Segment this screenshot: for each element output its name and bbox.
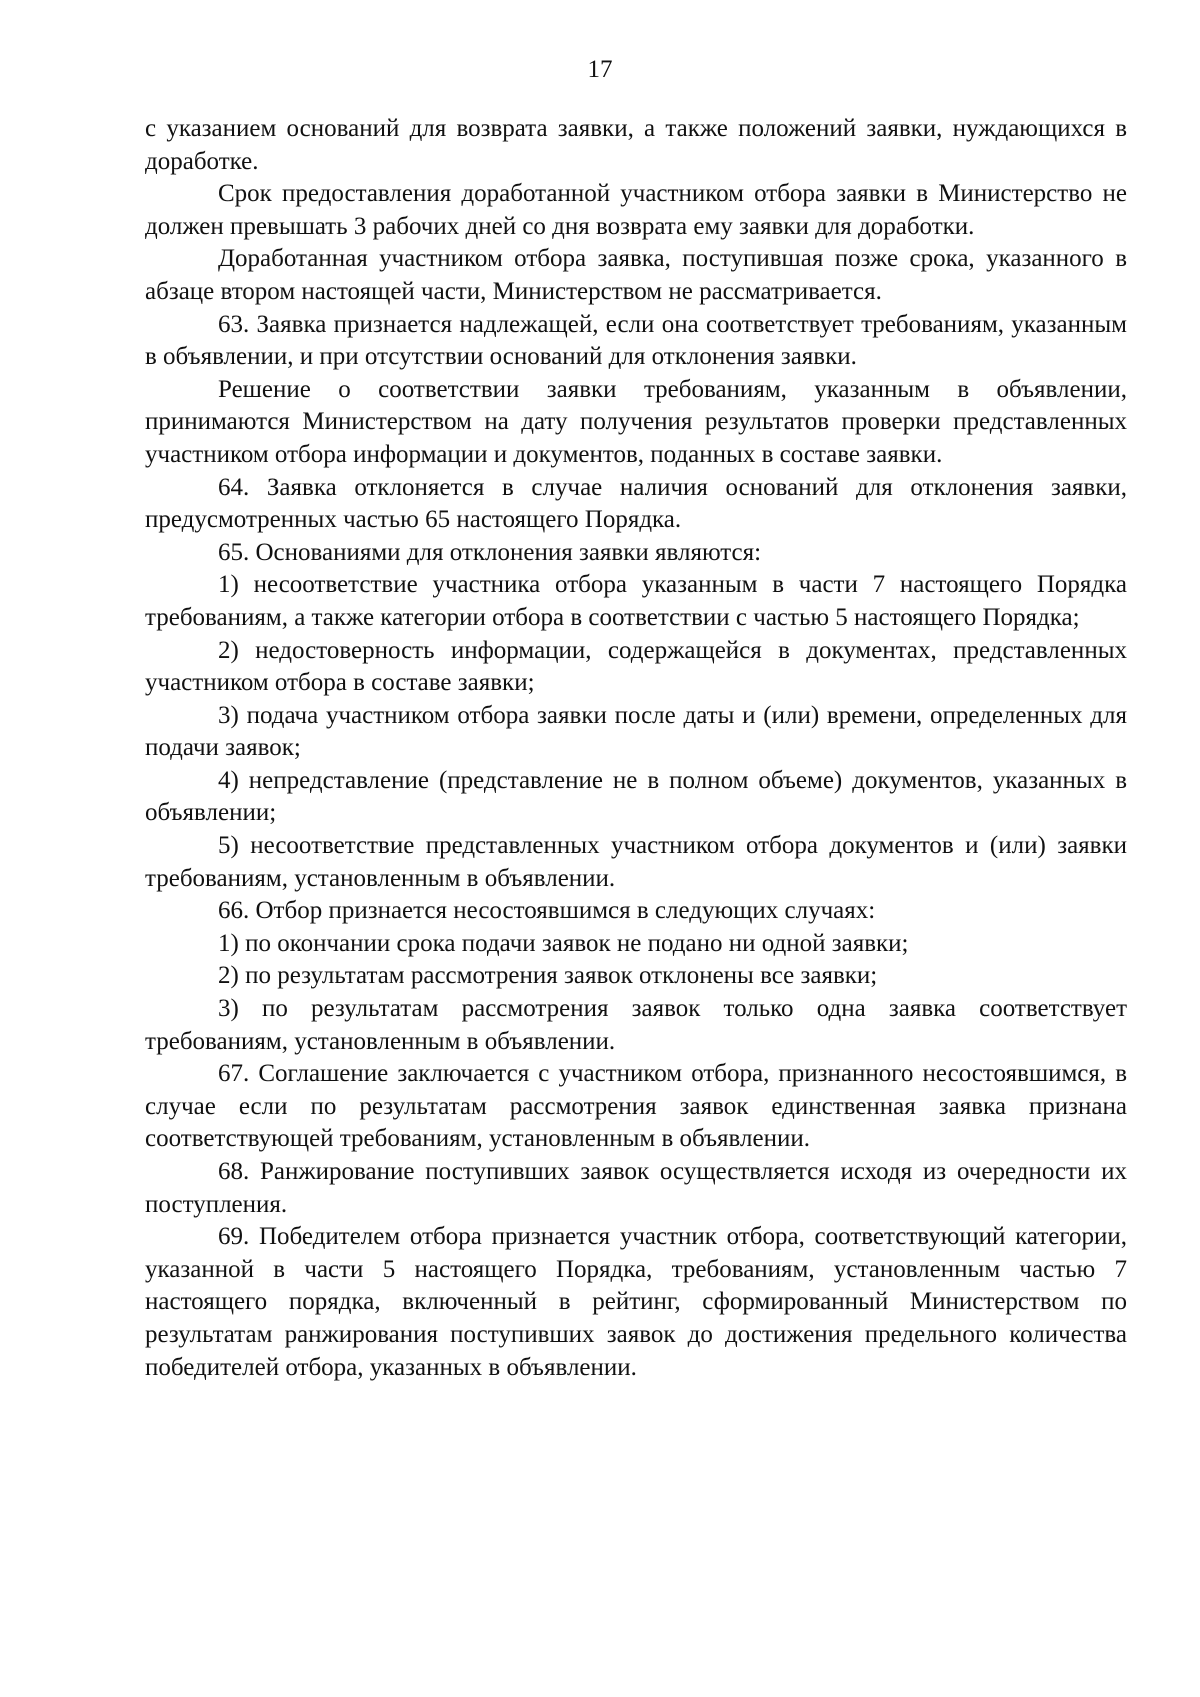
list-item: 2) недостоверность информации, содержащейся в документах, представленных участником отбора в составе заявки; xyxy=(145,636,1127,697)
paragraph: 64. Заявка отклоняется в случае наличия оснований для отклонения заявки, предусмотренных частью 65 настоящего Порядка. xyxy=(145,473,1127,534)
paragraph: 68. Ранжирование поступивших заявок осуществляется исходя из очередности их поступления. xyxy=(145,1158,1127,1218)
list-item: 1) по окончании срока подачи заявок не подано ни одной заявки; xyxy=(218,929,909,957)
list-item: 3) подача участником отбора заявки после даты и (или) времени, определенных для подачи заявок; xyxy=(145,701,1127,762)
paragraph: Доработанная участником отбора заявка, поступившая позже срока, указанного в абзаце втором настоящей части, Министерством не рассматривается. xyxy=(145,245,1127,305)
list-item: 4) непредставление (представление не в полном объеме) документов, указанных в объявлении; xyxy=(145,766,1127,827)
paragraph: 69. Победителем отбора признается участник отбора, соответствующий категории, указанной в части 5 настоящего Порядка, требованиям, установленным частью 7 настоящего порядка, включенный в рейтинг, сформированный Министерством по результатам ранжирования поступивших заявок до достижения предельного количества победителей отбора, указанных в объявлении. xyxy=(145,1223,1127,1381)
list-item: 1) несоответствие участника отбора указанным в части 7 настоящего Порядка требованиям, а также категории отбора в соответствии с частью 5 настоящего Порядка; xyxy=(145,571,1127,631)
page-number: 17 xyxy=(587,56,613,83)
paragraph: 66. Отбор признается несостоявшимся в следующих случаях: xyxy=(218,897,876,925)
list-item: 2) по результатам рассмотрения заявок отклонены все заявки; xyxy=(218,962,878,990)
paragraph: Решение о соответствии заявки требованиям, указанным в объявлении, принимаются Министерством на дату получения результатов проверки представленных участником отбора информации и документов, поданных в составе заявки. xyxy=(145,375,1127,468)
paragraph: 65. Основаниями для отклонения заявки являются: xyxy=(218,538,762,566)
paragraph: Срок предоставления доработанной участником отбора заявки в Министерство не должен превышать 3 рабочих дней со дня возврата ему заявки для доработки. xyxy=(145,180,1127,240)
list-item: 3) по результатам рассмотрения заявок только одна заявка соответствует требованиям, установленным в объявлении. xyxy=(145,995,1127,1055)
paragraph: 63. Заявка признается надлежащей, если она соответствует требованиям, указанным в объявлении, и при отсутствии оснований для отклонения заявки. xyxy=(145,310,1127,371)
paragraph: 67. Соглашение заключается с участником отбора, признанного несостоявшимся, в случае если по результатам рассмотрения заявок единственная заявка признана соответствующей требованиям, установленным в объявлении. xyxy=(145,1060,1127,1153)
document-body xyxy=(145,113,1127,1384)
paragraph-continuation: с указанием оснований для возврата заявки, а также положений заявки, нуждающихся в доработке. xyxy=(145,115,1127,175)
list-item: 5) несоответствие представленных участником отбора документов и (или) заявки требованиям, установленным в объявлении. xyxy=(145,832,1127,892)
